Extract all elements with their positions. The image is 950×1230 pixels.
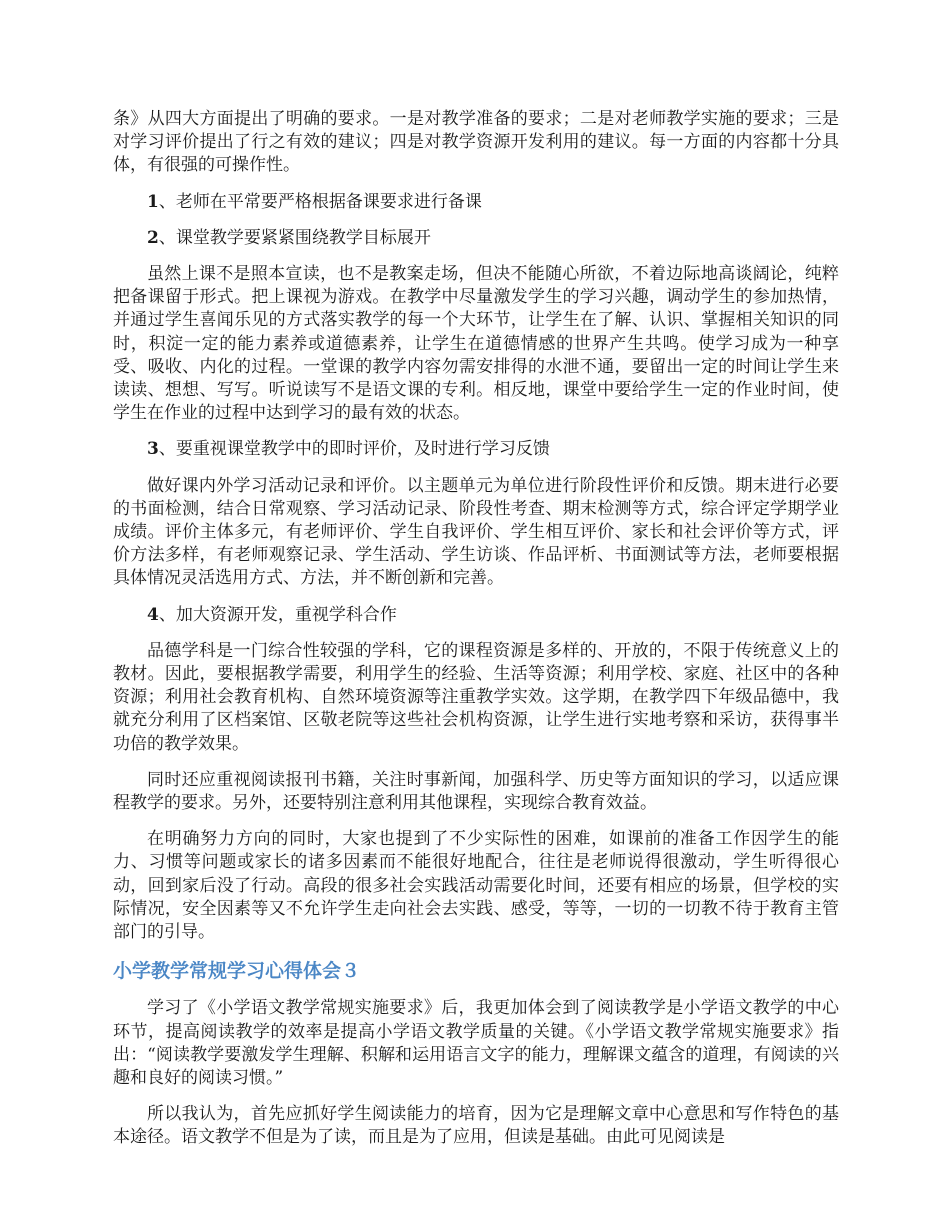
list-item-2-number: 2	[147, 227, 159, 248]
list-item-4-text: 、加大资源开发，重视学科合作	[158, 604, 397, 625]
list-item-3	[113, 438, 839, 461]
paragraph-difficulties: 在明确努力方向的同时，大家也提到了不少实际性的困难，如课前的准备工作因学生的能力、习惯等问题或家长的诸多因素而不能很好地配合，往往是老师说得很激动，学生听得很心动，回到家后没了行动。高段的很多社会实践活动需要化时间，还要有相应的场景，但学校的实际情况，安全因素等又不允许学生走向社会去实践、感受，等等，一切的一切教不待于教育主管部门的引导。	[113, 829, 839, 943]
paragraph-section3-reading: 所以我认为，首先应抓好学生阅读能力的培育，因为它是理解文章中心意思和写作特色的基本途径。语文教学不但是为了读，而且是为了应用，但读是基础。由此可见阅读是	[113, 1104, 839, 1148]
paragraph-section3-intro: 学习了《小学语文教学常规实施要求》后，我更加体会到了阅读教学是小学语文教学的中心环节，提高阅读教学的效率是提高小学语文教学质量的关键。《小学语文教学常规实施要求》指出：“阅读教学要激发学生理解、积解和运用语言文字的能力，理解课文蕴含的道理，有阅读的兴趣和良好的阅读习惯。”	[113, 998, 839, 1088]
section-heading: 小学教学常规学习心得体会３	[113, 960, 361, 983]
list-item-3-number: 3	[147, 439, 159, 460]
list-item-1-text: 、老师在平常要严格根据备课要求进行备课	[158, 191, 482, 212]
list-item-2	[113, 227, 839, 250]
paragraph-resources: 品德学科是一门综合性较强的学科，它的课程资源是多样的、开放的，不限于传统意义上的教材。因此，要根据教学需要，利用学生的经验、生活等资源；利用学校、家庭、社区中的各种资源；利用社会教育机构、自然环境资源等注重教学实效。这学期，在教学四下年级品德中，我就充分利用了区档案馆、区敬老院等这些社会机构资源，让学生进行实地考察和采访，获得事半功倍的教学效果。	[113, 640, 839, 754]
paragraph-evaluation: 做好课内外学习活动记录和评价。以主题单元为单位进行阶段性评价和反馈。期末进行必要的书面检测，结合日常观察、学习活动记录、阶段性考查、期末检测等方式，综合评定学期学业成绩。评价主体多元，有老师评价、学生自我评价、学生相互评价、家长和社会评价等方式，评价方法多样，有老师观察记录、学生活动、学生访谈、作品评析、书面测试等方法，老师要根据具体情况灵活选用方式、方法，并不断创新和完善。	[113, 475, 839, 589]
list-item-3-text: 、要重视课堂教学中的即时评价，及时进行学习反馈	[158, 439, 550, 460]
list-item-1-number: 1	[147, 191, 159, 212]
list-item-1	[113, 191, 839, 214]
document-page	[113, 108, 839, 1150]
paragraph-reading-news: 同时还应重视阅读报刊书籍，关注时事新闻，加强科学、历史等方面知识的学习，以适应课程教学的要求。另外，还要特别注意利用其他课程，实现综合教育效益。	[113, 769, 839, 814]
list-item-4-number: 4	[147, 604, 159, 625]
list-item-2-text: 、课堂教学要紧紧围绕教学目标展开	[158, 227, 431, 248]
list-item-4	[113, 604, 839, 627]
paragraph-intro: 条》从四大方面提出了明确的要求。一是对教学准备的要求；二是对老师教学实施的要求；三是对学习评价提出了行之有效的建议；四是对教学资源开发利用的建议。每一方面的内容都十分具体，有很强的可操作性。	[113, 109, 839, 176]
paragraph-classroom: 虽然上课不是照本宣读，也不是教案走场，但决不能随心所欲，不着边际地高谈阔论，纯粹把备课留于形式。把上课视为游戏。在教学中尽量激发学生的学习兴趣，调动学生的参加热情，并通过学生喜闻乐见的方式落实教学的每一个大环节，让学生在了解、认识、掌握相关知识的同时，积淀一定的能力素养或道德素养，让学生在道德情感的世界产生共鸣。使学习成为一种享受、吸收、内化的过程。一堂课的教学内容勿需安排得的水泄不通，要留出一定的时间让学生来读读、想想、写写。听说读写不是语文课的专利。相反地，课堂中要给学生一定的作业时间，使学生在作业的过程中达到学习的最有效的状态。	[113, 264, 839, 424]
